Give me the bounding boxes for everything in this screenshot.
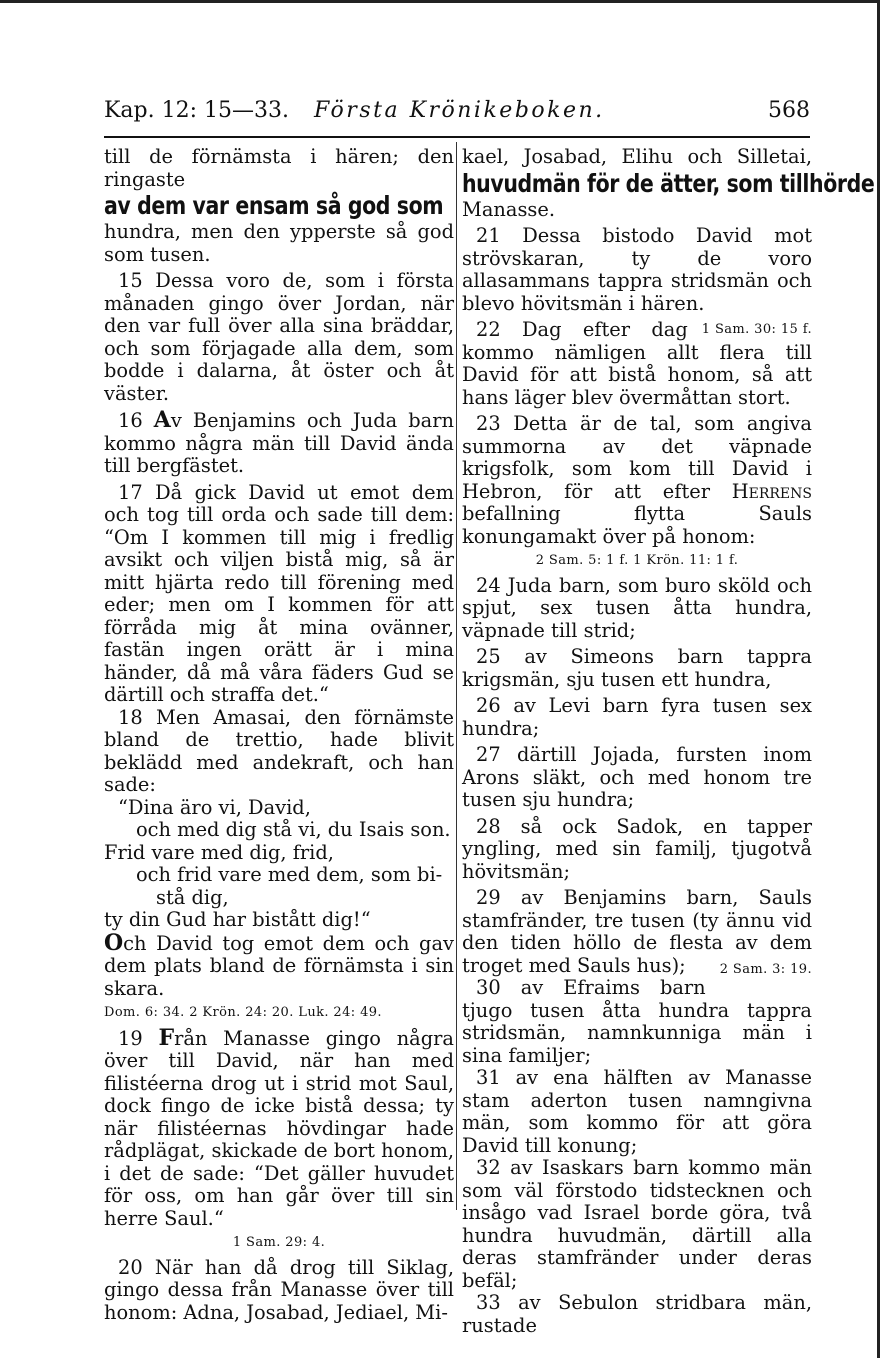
verse-30: 30 av Efraims barn tjugo tusen åtta hundra tappra stridsmän, namnkunniga män i sina familjer; bbox=[462, 976, 812, 1067]
cross-reference: 1 Sam. 29: 4. bbox=[232, 1235, 326, 1250]
cross-reference: 1 Sam. 30: 15 f. bbox=[701, 322, 812, 337]
verse-number: 16 bbox=[118, 409, 154, 432]
verse-text: 29 av Benjamins barn, Sauls stamfränder, tre tusen (ty ännu vid den tiden höllo de flesta av dem troget med Sauls hus); bbox=[462, 886, 812, 977]
verse-25: 25 av Simeons barn tappra krigsmän, sju tusen ett hundra, bbox=[462, 645, 812, 691]
verse-22: 22 Dag efter dag kommo nämligen allt flera till David för att bistå honom, så att hans läger blev övermåttan stort. bbox=[462, 318, 812, 409]
verse-27: 27 därtill Jojada, fursten inom Arons släkt, och med honom tre tusen sju hundra; bbox=[462, 743, 812, 811]
verse-17: 17 Då gick David ut emot dem och tog till orda och sade till dem: “Om I kommen till mig i fredlig avsikt och viljen bistå mig, så är mitt hjärta redo till förening med eder; men om I kommen för att förråda mig åt mina ovänner, fastän ingen orätt är i mina händer, då må våra fäders Gud se därtill och straffa det.“ bbox=[104, 480, 454, 706]
text-line: hundra, men den ypperste så god som tusen. bbox=[104, 220, 454, 266]
poem-line: och med dig stå vi, du Isais son. bbox=[136, 818, 451, 841]
paragraph bbox=[104, 929, 454, 1001]
header-rule bbox=[104, 136, 810, 138]
verse-text: rån Manasse gingo några över till David, när han med filistéerna drog ut i strid mot Saul, dock fingo de icke bistå dessa; ty när filistéernas hövdingar hade rådplägat, skickade de bort honom, i det de sade: “Det gäller huvudet för oss, om han går över till sin herre Saul.“ bbox=[104, 1026, 454, 1230]
verse-text: 23 Detta är de tal, som angiva summorna av det väpnade krigsfolk, som kom till David i Hebron, för att efter bbox=[462, 412, 812, 503]
cross-reference: Dom. 6: 34. 2 Krön. 24: 20. Luk. 24: 49. bbox=[104, 1005, 382, 1020]
poem-line: Frid vare med dig, frid, bbox=[104, 840, 334, 864]
column-divider bbox=[456, 142, 457, 1210]
chapter-reference: Kap. 12: 15—33. bbox=[104, 98, 290, 123]
verse-number: 19 bbox=[118, 1026, 159, 1050]
verse-text: v Benjamins och Juda barn kommo några män till David ända till bergfästet. bbox=[104, 409, 454, 477]
verse-24: 24 Juda barn, som buro sköld och spjut, sex tusen åtta hundra, väpnade till strid; bbox=[462, 573, 812, 642]
page-number: 568 bbox=[768, 98, 810, 123]
running-header bbox=[104, 98, 810, 130]
cross-reference: 2 Sam. 3: 19. bbox=[719, 961, 812, 977]
book-title: Första Krönikeboken. bbox=[314, 98, 605, 123]
bold-condensed-line: av dem var ensam så god som bbox=[104, 191, 444, 220]
verse-16 bbox=[104, 409, 454, 478]
verse-19 bbox=[104, 1024, 454, 1231]
initial-letter: A bbox=[153, 407, 171, 433]
poem-line: “Dina äro vi, David, bbox=[118, 795, 311, 819]
poem-line: ty din Gud har bistått dig!“ bbox=[104, 908, 371, 931]
cross-reference: 2 Sam. 5: 1 f. 1 Krön. 11: 1 f. bbox=[535, 553, 739, 568]
initial-letter: F bbox=[158, 1024, 175, 1051]
page-top-border bbox=[0, 0, 880, 3]
verse-23 bbox=[462, 413, 812, 548]
poem-line: och frid vare med dem, som bi- bbox=[136, 863, 443, 886]
verse-32: 32 av Isaskars barn kommo män som väl förstodo tidstecknen och insågo vad Israel borde göra, två hundra huvudmän, därtill alla deras stamfränder under deras befäl; bbox=[462, 1156, 812, 1292]
verse-28: 28 så ock Sadok, en tapper yngling, med sin familj, tjugotvå hövitsmän; bbox=[462, 814, 812, 883]
text-line: kael, Josabad, Elihu och Silletai, bbox=[462, 145, 812, 168]
verse-26: 26 av Levi barn fyra tusen sex hundra; bbox=[462, 694, 812, 740]
text-line: Manasse. bbox=[462, 197, 556, 221]
verse-18: 18 Men Amasai, den förnämste bland de trettio, hade blivit beklädd med andekraft, och han sade: bbox=[104, 705, 454, 796]
initial-letter: O bbox=[104, 929, 124, 956]
verse-20: 20 När han då drog till Siklag, gingo dessa från Manasse över till honom: Adna, Josabad, Jediael, Mi- bbox=[104, 1255, 454, 1324]
verse-31: 31 av ena hälften av Manasse stam aderton tusen namngivna män, som kommo för att göra David till konung; bbox=[462, 1066, 812, 1157]
verse-29 bbox=[462, 887, 812, 977]
verse-text: 21 Dessa bistodo David mot strövskaran, ty de voro allasammans tappra stridsmän och blevo hövitsmän i hären. bbox=[462, 224, 812, 315]
herrens: Herrens bbox=[731, 479, 812, 503]
bold-condensed-line: huvudmän för de ätter, som tillhörde bbox=[462, 168, 875, 198]
left-column bbox=[104, 146, 454, 1324]
right-column bbox=[462, 145, 875, 1337]
verse-15: 15 Dessa voro de, som i första månaden gingo över Jordan, när den var full över alla sina bräddar, och som förjagade alla dem, som bodde i dalarna, åt öster och åt väster. bbox=[104, 269, 454, 405]
verse-33: 33 av Sebulon stridbara män, rustade bbox=[462, 1291, 812, 1337]
paragraph-text: ch David tog emot dem och gav dem plats bland de förnämsta i sin skara. bbox=[104, 931, 454, 1000]
verse-21 bbox=[462, 224, 812, 337]
text-line: till de förnämsta i hären; den ringaste bbox=[104, 145, 454, 191]
poem-line: stå dig, bbox=[156, 885, 229, 909]
verse-text: befallning flytta Sauls konungamakt över på honom: bbox=[462, 502, 812, 548]
